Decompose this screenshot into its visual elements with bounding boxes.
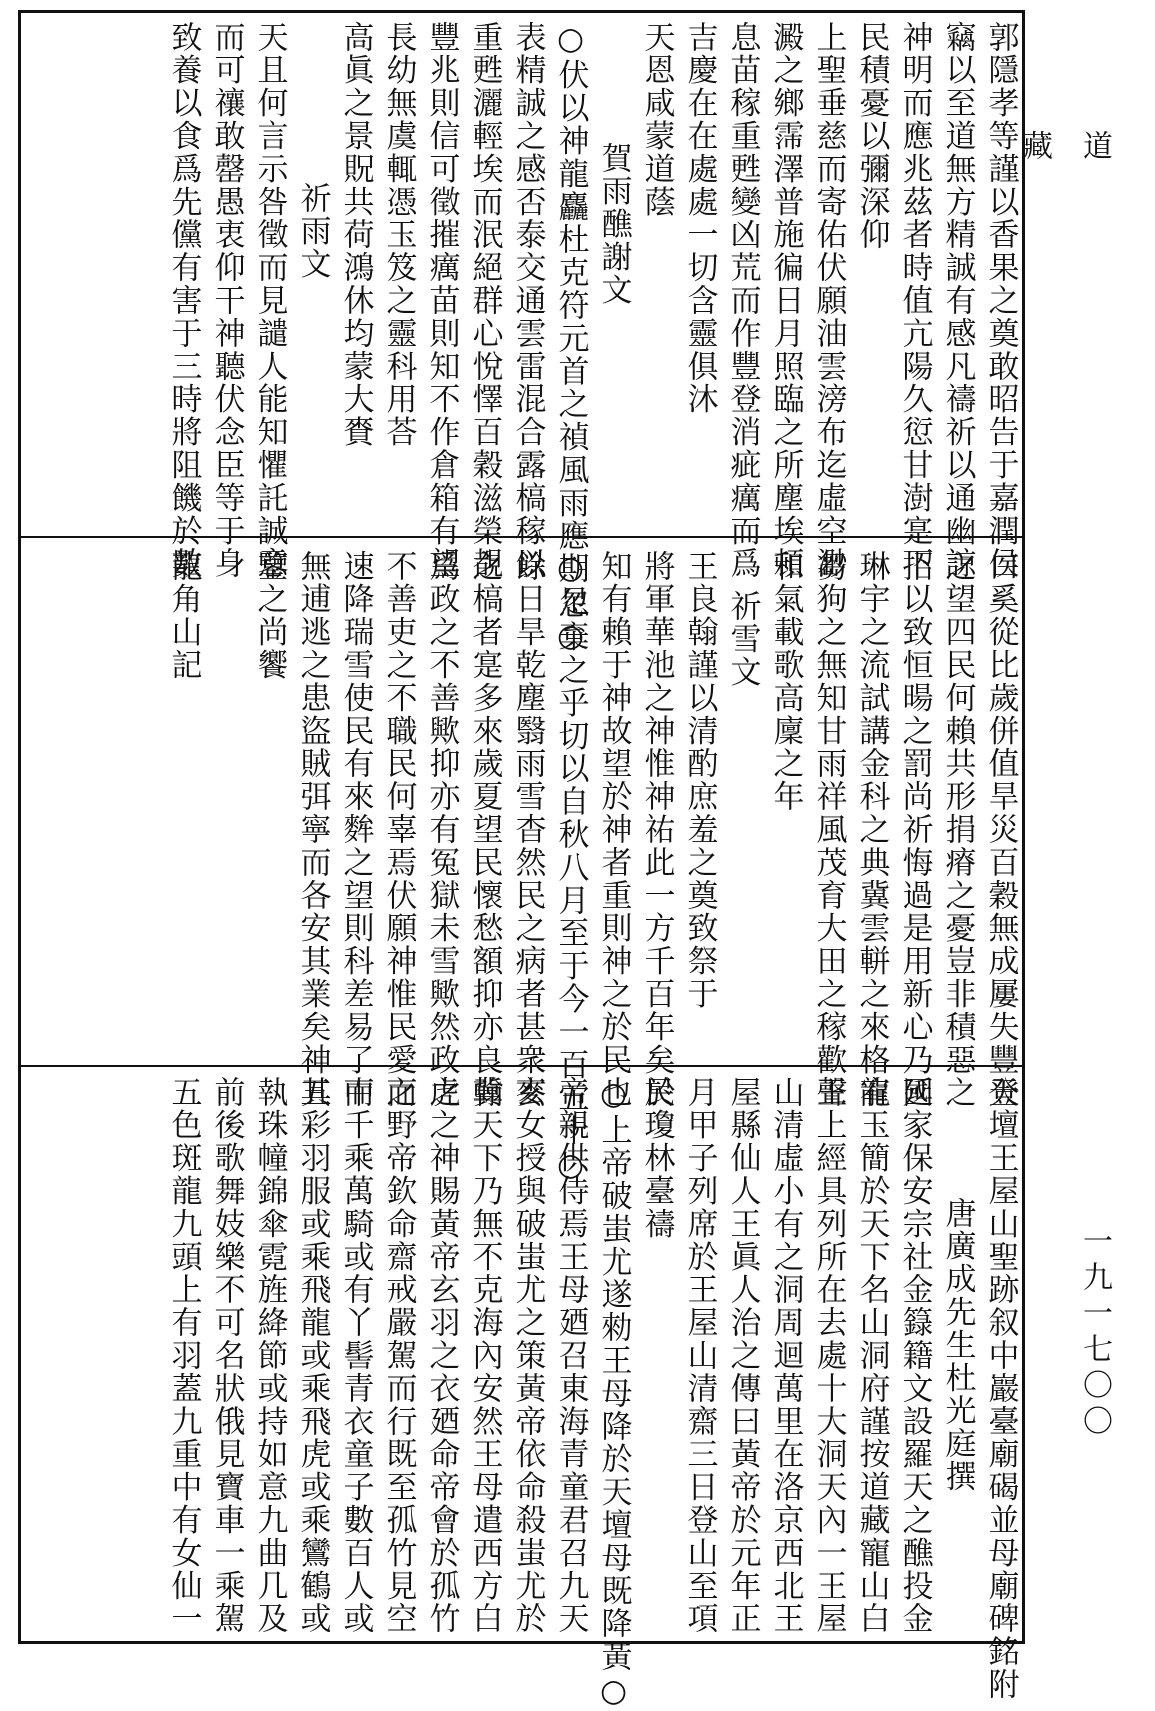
text-column bbox=[635, 550, 678, 1110]
text-column bbox=[377, 21, 420, 529]
column-text: 之野帝欽命齋戒嚴駕而行既至孤竹見空 bbox=[380, 1076, 417, 1636]
text-column bbox=[764, 21, 807, 581]
text-column bbox=[807, 550, 850, 1110]
column-text: 虎之神賜黃帝玄羽之衣廼命帝會於孤竹 bbox=[423, 1076, 460, 1636]
text-column bbox=[979, 550, 1022, 1110]
text-column bbox=[850, 1076, 893, 1636]
column-text: 執珠幢錦傘霓旌絳節或持如意九曲几及 bbox=[251, 1076, 288, 1636]
column-text: 表精誠之感否泰交通雲雷混合露槁稼以 bbox=[509, 21, 546, 581]
column-text: 琳宇之流試講金科之典冀雲軿之來格宥 bbox=[853, 550, 890, 1110]
column-text: 上聖垂慈而寄佑伏願油雲滂布迄虛空渺 bbox=[810, 21, 847, 581]
text-column bbox=[893, 21, 936, 581]
column-text: 豐兆則信可徵摧癘苗則知不作倉箱有望 bbox=[423, 21, 460, 581]
column-text: 玄女授與破蚩尤之策黃帝依命殺蚩尤於 bbox=[509, 1076, 546, 1636]
text-column bbox=[291, 1076, 334, 1636]
text-column bbox=[678, 550, 721, 1057]
text-column bbox=[850, 550, 893, 1110]
column-text: 長幼無虞輒憑玉笈之靈科用荅 bbox=[380, 21, 417, 449]
column-text: 五彩羽服或乘飛龍或乘飛虎或乘鸞鶴或 bbox=[294, 1076, 331, 1636]
text-column bbox=[205, 21, 248, 581]
column-text: 前後歌舞妓樂不可名狀俄見寶車一乘駕 bbox=[208, 1076, 245, 1636]
column-text: 而可禳敢罄愚衷仰干神聽伏念臣等于身 bbox=[208, 21, 245, 581]
column-text: 郭隱孝等謹以香果之奠敢昭告于嘉潤侯 bbox=[982, 21, 1019, 581]
column-text: 王上經具列所在去處十大洞天內一王屋 bbox=[810, 1076, 847, 1636]
text-column bbox=[936, 21, 979, 581]
column-text: 天壇王屋山聖跡叙中巖臺廟碣並母廟碑銘附 bbox=[982, 1076, 1019, 1702]
text-column bbox=[549, 1076, 592, 1636]
text-column bbox=[463, 550, 506, 1110]
column-text: 之望四民何賴共形捐瘠之憂豈非積惡之 bbox=[939, 550, 976, 1110]
text-column bbox=[764, 550, 807, 1057]
column-text: 屋縣仙人王眞人治之傳曰黃帝於元年正 bbox=[724, 1076, 761, 1636]
text-column bbox=[205, 1076, 248, 1636]
column-text: 速降瑞雪使民有來麰之望則科差易了而 bbox=[337, 550, 374, 1110]
column-text: 月甲子列席於王屋山清齋三日登山至項 bbox=[681, 1076, 718, 1636]
text-column bbox=[248, 21, 291, 581]
text-column bbox=[377, 1076, 420, 1636]
column-text: 和氣載歌高廩之年 bbox=[767, 550, 804, 814]
text-column bbox=[721, 21, 764, 581]
text-column bbox=[549, 550, 592, 1186]
text-column bbox=[291, 21, 334, 529]
column-text: 王良翰謹以清酌庶羞之奠致祭于 bbox=[681, 550, 718, 1011]
text-column bbox=[248, 1076, 291, 1636]
column-text: 唐廣成先生杜光庭撰 bbox=[939, 1196, 976, 1493]
margin-page-number: 一九一七〇〇 bbox=[1077, 1225, 1112, 1441]
column-text: 鑒之尚饗 bbox=[251, 550, 288, 682]
text-column bbox=[549, 21, 592, 657]
text-column bbox=[334, 550, 377, 1110]
text-column bbox=[420, 550, 463, 1110]
text-column bbox=[893, 550, 936, 1110]
column-text: 龍角山記 bbox=[165, 550, 202, 682]
column-text: 爲政之不善歟抑亦有冤獄未雪歟然政之 bbox=[423, 550, 460, 1110]
text-column bbox=[592, 21, 635, 529]
text-column bbox=[721, 550, 764, 1057]
column-text: 息苗稼重甦變凶荒而作豐登消疵癘而爲 bbox=[724, 21, 761, 581]
page-frame bbox=[18, 10, 1025, 1711]
text-column bbox=[807, 1076, 850, 1636]
column-text: 將軍華池之神惟神祐此一方千百年矣民 bbox=[638, 550, 675, 1110]
text-block-bottom bbox=[21, 1076, 1022, 1711]
column-text: 芻狗之無知甘雨祥風茂育大田之稼歡聲 bbox=[810, 550, 847, 1110]
text-column bbox=[463, 21, 506, 581]
text-column bbox=[936, 550, 979, 1110]
column-text: 澱之鄉霈澤普施徧日月照臨之所塵埃頓 bbox=[767, 21, 804, 581]
text-column bbox=[506, 21, 549, 581]
column-row-bottom bbox=[162, 1076, 1022, 1711]
text-column bbox=[678, 21, 721, 529]
column-text: 餘日旱乾塵翳雨雪杳然民之病者甚衆麥 bbox=[509, 550, 546, 1110]
column-text: 龍玉簡於天下名山洞府謹按道藏寵山白 bbox=[853, 1076, 890, 1636]
block-divider-1 bbox=[21, 536, 1022, 538]
text-column bbox=[635, 21, 678, 529]
column-text: 之槁者寔多來歲夏望民懷愁額抑亦良翰 bbox=[466, 550, 503, 1110]
column-text: ○伏以神龍麤杜克符元首之禎風雨應期足○ bbox=[552, 21, 589, 657]
column-text: ○忽棄之乎切以自秋八月至于今一百五十○ bbox=[552, 550, 589, 1186]
column-text: 國家保安宗社金籙籍文設羅天之醮投金 bbox=[896, 1076, 933, 1636]
margin-collection-title: 道藏 bbox=[1017, 130, 1112, 310]
column-text: 於瓊林臺禱 bbox=[638, 1076, 675, 1241]
text-column bbox=[936, 1076, 979, 1616]
column-text: 冀天下乃無不克海內安然王母遣西方白 bbox=[466, 1076, 503, 1636]
text-column bbox=[291, 550, 334, 1110]
text-column bbox=[764, 1076, 807, 1636]
column-text: 天恩咸蒙道蔭 bbox=[638, 21, 675, 219]
text-column bbox=[248, 550, 291, 1057]
column-text: 天且何言示咎徵而見譴人能知懼託誠意 bbox=[251, 21, 288, 581]
text-column bbox=[506, 550, 549, 1110]
column-text: 五色斑龍九頭上有羽蓋九重中有女仙一 bbox=[165, 1076, 202, 1636]
column-text: 知有賴于神故望於神者重則神之於民也 bbox=[595, 550, 632, 1110]
column-text: 致養以食爲先儻有害于三時將阻饑於數 bbox=[165, 21, 202, 581]
text-column bbox=[635, 1076, 678, 1616]
column-text: 帝親供侍焉王母廼召東海青童君召九天 bbox=[552, 1076, 589, 1636]
text-column bbox=[377, 550, 420, 1110]
column-text: 賀雨醮謝文 bbox=[595, 141, 632, 307]
column-text: 招以致恒暘之罰尚祈悔過是用新心乃延 bbox=[896, 550, 933, 1110]
column-text: ○上帝破蚩尤遂勑王母降於天壇母既降黃○ bbox=[595, 1076, 632, 1711]
text-column bbox=[162, 21, 205, 581]
text-column bbox=[506, 1076, 549, 1636]
column-text: 竊以至道無方精誠有感凡禱祈以通幽諒 bbox=[939, 21, 976, 581]
text-column bbox=[592, 1076, 635, 1711]
text-column bbox=[205, 550, 248, 1057]
text-column bbox=[162, 1076, 205, 1636]
column-text: 不善吏之不職民何辜焉伏願神惟民愛而 bbox=[380, 550, 417, 1110]
text-column bbox=[807, 21, 850, 581]
text-column bbox=[979, 1076, 1022, 1702]
text-column bbox=[420, 21, 463, 581]
text-column bbox=[592, 550, 635, 1110]
text-column bbox=[334, 21, 377, 529]
column-text: 中千乘萬騎或有丫髻青衣童子數百人或 bbox=[337, 1076, 374, 1636]
column-text: 重甦灑輕埃而泯絕群心悅懌百穀滋榮覩 bbox=[466, 21, 503, 581]
text-column bbox=[678, 1076, 721, 1636]
text-column bbox=[334, 1076, 377, 1636]
column-text: 民積憂以彌深仰 bbox=[853, 21, 890, 252]
block-divider-2 bbox=[21, 1065, 1022, 1067]
text-column bbox=[893, 1076, 936, 1636]
column-text: 吉慶在在處處一切含靈俱沐 bbox=[681, 21, 718, 416]
text-column bbox=[850, 21, 893, 529]
text-column bbox=[463, 1076, 506, 1636]
text-column bbox=[420, 1076, 463, 1636]
column-text: 口奚從比歲併值旱災百穀無成屢失豐登 bbox=[982, 550, 1019, 1110]
text-column bbox=[162, 550, 205, 1057]
text-column bbox=[721, 1076, 764, 1636]
column-text: 神明而應兆茲者時值亢陽久愆甘澍寔下 bbox=[896, 21, 933, 581]
column-text: 祈雪文 bbox=[724, 590, 761, 689]
column-text: 山清虛小有之洞周迴萬里在洛京西北王 bbox=[767, 1076, 804, 1636]
column-text: 祈雨文 bbox=[294, 182, 331, 281]
column-text: 高眞之景貺共荷鴻休均蒙大賚 bbox=[337, 21, 374, 449]
column-text: 無逋逃之患盜賊弭寧而各安其業矣神其 bbox=[294, 550, 331, 1110]
